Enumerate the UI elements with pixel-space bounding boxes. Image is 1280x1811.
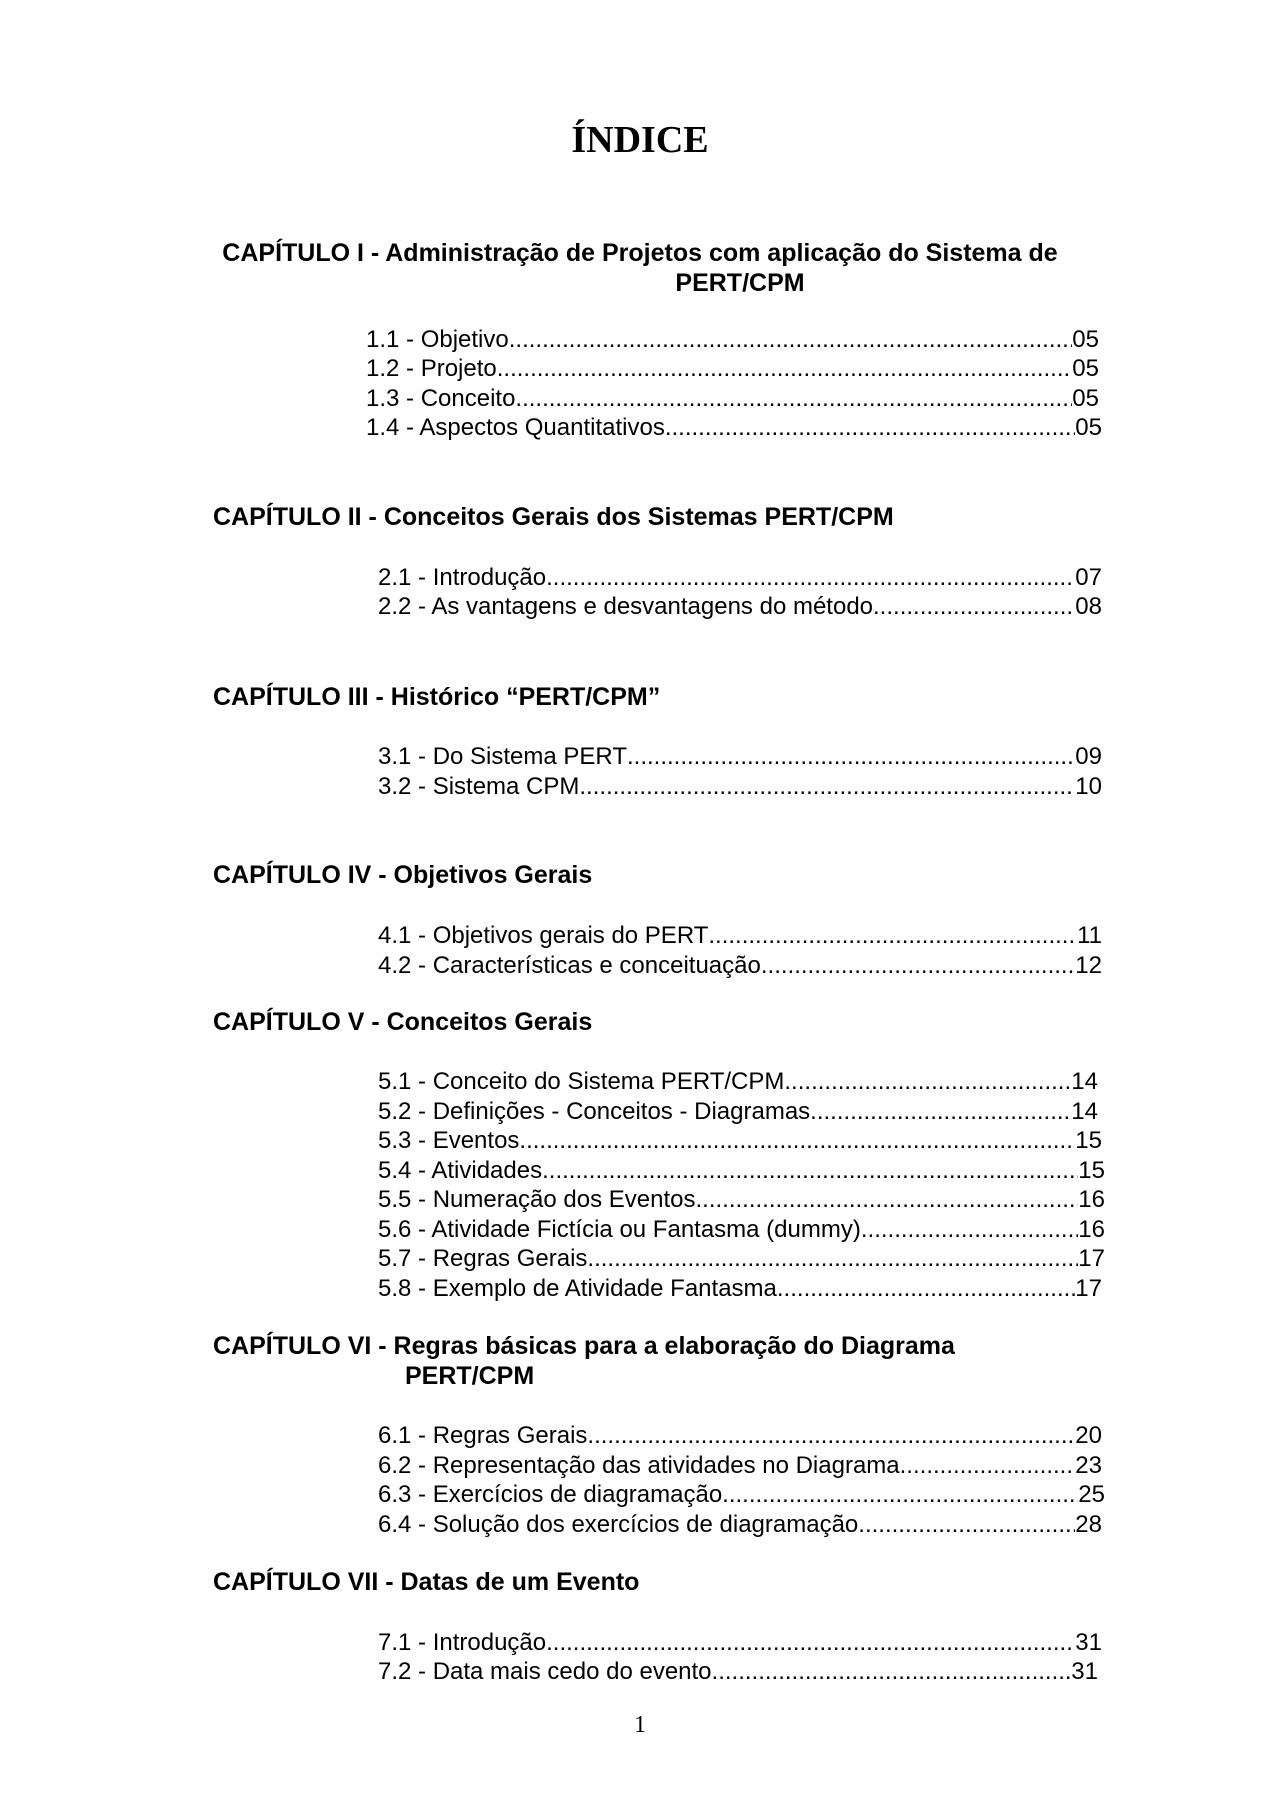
toc-entry[interactable] xyxy=(366,325,1099,354)
dot-leader xyxy=(497,354,1073,383)
toc-entry-label: 1.2 - Projeto xyxy=(366,355,497,382)
chapter-2-heading: CAPÍTULO II - Conceitos Gerais dos Sistemas PERT/CPM xyxy=(213,503,894,531)
page-title: ÍNDICE xyxy=(571,119,709,161)
chapter-4-heading: CAPÍTULO IV - Objetivos Gerais xyxy=(213,861,593,889)
toc-entry-page: 08 xyxy=(1075,593,1102,620)
chapter-6-heading-cont: PERT/CPM xyxy=(405,1362,535,1390)
toc-entry[interactable] xyxy=(378,1274,1102,1303)
toc-entry-page: 17 xyxy=(1075,1275,1102,1302)
toc-entry-label: 5.7 - Regras Gerais xyxy=(378,1245,588,1272)
dot-leader xyxy=(587,1421,1075,1450)
toc-entry-page: 17 xyxy=(1078,1245,1105,1272)
toc-entry-page: 14 xyxy=(1071,1068,1098,1095)
toc-entry[interactable] xyxy=(378,1156,1105,1185)
toc-entry-label: 6.1 - Regras Gerais xyxy=(378,1422,588,1449)
toc-entry-page: 05 xyxy=(1072,326,1099,353)
chapter-1-heading: CAPÍTULO I - Administração de Projetos com aplicação do Sistema de xyxy=(222,239,1058,267)
toc-entry[interactable] xyxy=(366,413,1102,442)
dot-leader xyxy=(858,1510,1075,1539)
dot-leader xyxy=(542,1156,1078,1185)
toc-entry-page: 15 xyxy=(1078,1157,1105,1184)
toc-entry[interactable] xyxy=(378,951,1102,980)
toc-entry[interactable] xyxy=(378,742,1102,771)
dot-leader xyxy=(900,1451,1076,1480)
chapter-5-heading: CAPÍTULO V - Conceitos Gerais xyxy=(213,1008,593,1036)
toc-entry-page: 16 xyxy=(1078,1216,1105,1243)
dot-leader xyxy=(873,592,1075,621)
dot-leader xyxy=(546,1628,1075,1657)
toc-entry-label: 2.1 - Introdução xyxy=(378,564,547,591)
toc-entry-label: 6.3 - Exercícios de diagramação xyxy=(378,1481,723,1508)
toc-entry-label: 1.4 - Aspectos Quantitativos xyxy=(366,414,665,441)
toc-entry-page: 25 xyxy=(1078,1481,1105,1508)
toc-entry-page: 05 xyxy=(1075,414,1102,441)
toc-entry[interactable] xyxy=(378,1510,1102,1539)
chapter-6-heading: CAPÍTULO VI - Regras básicas para a elaboração do Diagrama xyxy=(213,1332,955,1360)
dot-leader xyxy=(861,1215,1078,1244)
dot-leader xyxy=(708,921,1077,950)
toc-entry-label: 7.1 - Introdução xyxy=(378,1629,547,1656)
toc-entry-label: 5.1 - Conceito do Sistema PERT/CPM xyxy=(378,1068,785,1095)
toc-entry-page: 20 xyxy=(1075,1422,1102,1449)
dot-leader xyxy=(587,1244,1078,1273)
toc-entry[interactable] xyxy=(378,1480,1105,1509)
toc-entry[interactable] xyxy=(378,1185,1105,1214)
chapter-1-heading-cont: PERT/CPM xyxy=(675,269,805,297)
toc-entry[interactable] xyxy=(378,1126,1102,1155)
toc-entry[interactable] xyxy=(378,1244,1105,1273)
toc-entry-page: 09 xyxy=(1075,743,1102,770)
toc-entry-page: 10 xyxy=(1075,773,1102,800)
dot-leader xyxy=(665,413,1075,442)
toc-entry[interactable] xyxy=(378,921,1102,950)
toc-entry-label: 5.3 - Eventos xyxy=(378,1127,520,1154)
dot-leader xyxy=(784,1067,1071,1096)
dot-leader xyxy=(722,1480,1078,1509)
toc-entry[interactable] xyxy=(378,1067,1098,1096)
toc-entry[interactable] xyxy=(366,354,1099,383)
toc-entry-page: 05 xyxy=(1072,355,1099,382)
toc-entry-label: 5.8 - Exemplo de Atividade Fantasma xyxy=(378,1275,777,1302)
toc-entry-page: 31 xyxy=(1075,1629,1102,1656)
dot-leader xyxy=(810,1097,1071,1126)
toc-entry[interactable] xyxy=(378,592,1102,621)
toc-entry[interactable] xyxy=(378,1451,1102,1480)
toc-entry[interactable] xyxy=(366,384,1099,413)
dot-leader xyxy=(777,1274,1075,1303)
toc-entry-label: 4.2 - Características e conceituação xyxy=(378,952,761,979)
toc-entry-label: 1.1 - Objetivo xyxy=(366,326,509,353)
dot-leader xyxy=(546,563,1075,592)
toc-entry[interactable] xyxy=(378,1097,1098,1126)
dot-leader xyxy=(712,1657,1072,1686)
toc-entry-label: 5.5 - Numeração dos Eventos xyxy=(378,1186,696,1213)
toc-entry-label: 6.4 - Solução dos exercícios de diagramação xyxy=(378,1511,859,1538)
dot-leader xyxy=(579,772,1075,801)
toc-entry-label: 5.4 - Atividades xyxy=(378,1157,543,1184)
toc-entry-label: 6.2 - Representação das atividades no Diagrama xyxy=(378,1452,900,1479)
toc-entry-page: 23 xyxy=(1075,1452,1102,1479)
dot-leader xyxy=(627,742,1075,771)
toc-entry-label: 3.1 - Do Sistema PERT xyxy=(378,743,627,770)
page-number: 1 xyxy=(634,1712,646,1738)
toc-entry-label: 7.2 - Data mais cedo do evento xyxy=(378,1658,712,1685)
toc-entry-page: 07 xyxy=(1075,564,1102,591)
toc-entry[interactable] xyxy=(378,772,1102,801)
toc-entry-label: 2.2 - As vantagens e desvantagens do método xyxy=(378,593,874,620)
dot-leader xyxy=(509,325,1073,354)
toc-entry[interactable] xyxy=(378,1628,1102,1657)
toc-entry-label: 3.2 - Sistema CPM xyxy=(378,773,580,800)
toc-entry-page: 16 xyxy=(1078,1186,1105,1213)
toc-entry-label: 5.2 - Definições - Conceitos - Diagramas xyxy=(378,1098,811,1125)
dot-leader xyxy=(761,951,1075,980)
dot-leader xyxy=(696,1185,1079,1214)
toc-entry-page: 12 xyxy=(1075,952,1102,979)
dot-leader xyxy=(519,1126,1075,1155)
toc-entry-page: 11 xyxy=(1077,922,1102,949)
toc-entry-page: 31 xyxy=(1071,1658,1098,1685)
toc-entry-page: 28 xyxy=(1075,1511,1102,1538)
toc-entry-page: 14 xyxy=(1071,1098,1098,1125)
toc-entry[interactable] xyxy=(378,1657,1098,1686)
toc-entry-page: 15 xyxy=(1075,1127,1102,1154)
toc-entry[interactable] xyxy=(378,563,1102,592)
toc-entry-label: 1.3 - Conceito xyxy=(366,385,516,412)
toc-entry[interactable] xyxy=(378,1215,1105,1244)
chapter-7-heading: CAPÍTULO VII - Datas de um Evento xyxy=(213,1568,640,1596)
chapter-3-heading: CAPÍTULO III - Histórico “PERT/CPM” xyxy=(213,683,661,711)
dot-leader xyxy=(515,384,1072,413)
toc-entry-page: 05 xyxy=(1072,385,1099,412)
toc-entry[interactable] xyxy=(378,1421,1102,1450)
toc-entry-label: 4.1 - Objetivos gerais do PERT xyxy=(378,922,709,949)
toc-entry-label: 5.6 - Atividade Fictícia ou Fantasma (dummy) xyxy=(378,1216,861,1243)
